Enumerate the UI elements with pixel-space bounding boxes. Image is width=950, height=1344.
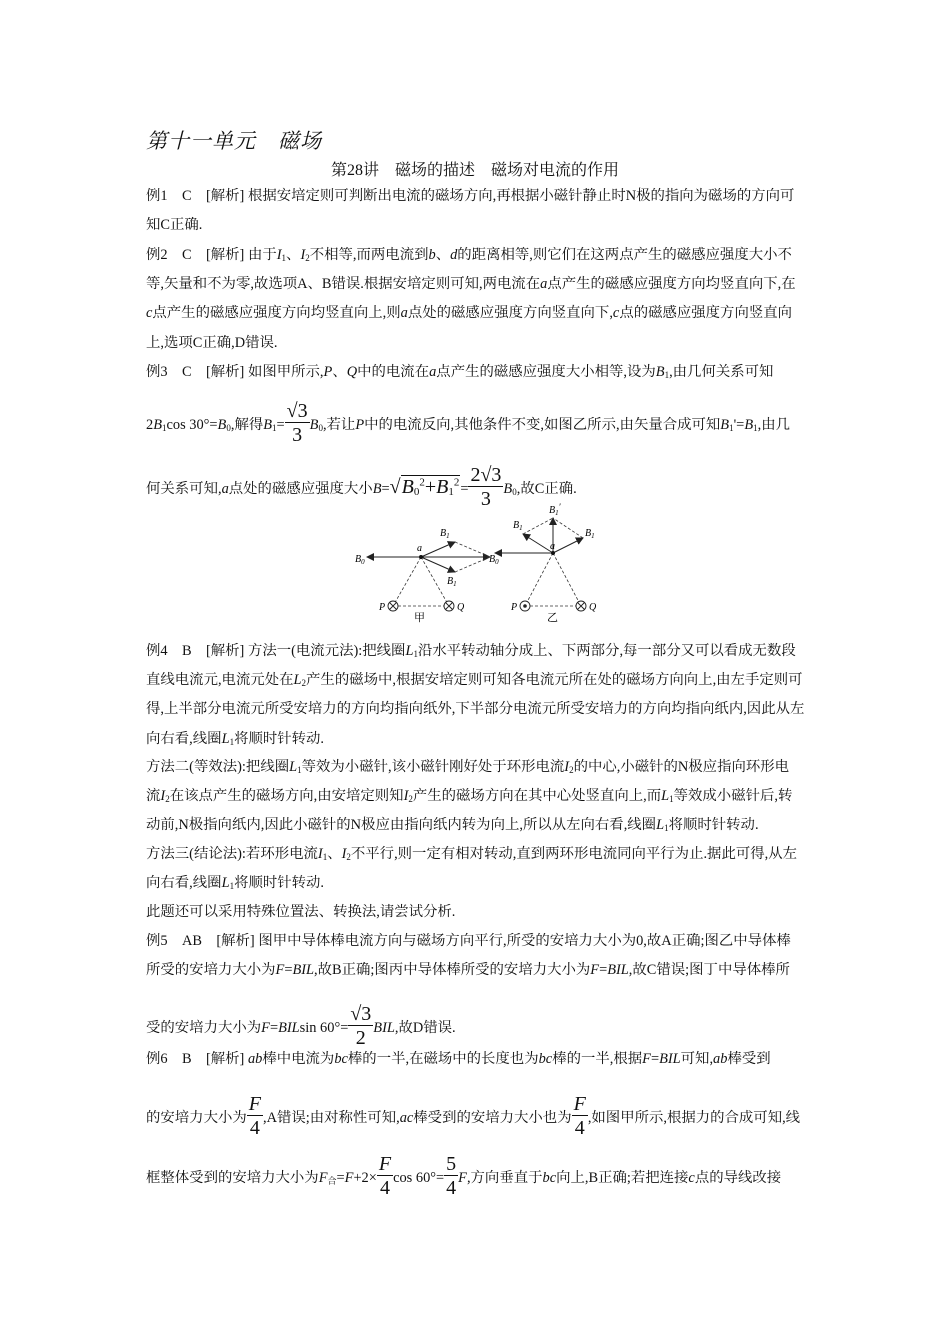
ex4-method3-line2: 向右看,线圈$L_1$将顺时针转动. [146, 875, 325, 891]
ex4-line1: 例4 B [解析] 方法一(电流元法):把线圈$L_1$沿水平转动轴分成上、下两部分,每一部分又可以看成无数段 [146, 643, 796, 659]
ex4-method2-line2: 流$I_2$在该点产生的磁场方向,由安培定则知$I_2$产生的磁场方向在其中心处竖直向上,而$L_1$等效成小磁针后,转 [146, 788, 793, 804]
ex4-tail: 此题还可以采用特殊位置法、转换法,请尝试分析. [146, 904, 456, 920]
label-q-jia: Q [457, 602, 465, 613]
ex6-line2: 的安培力大小为 $\frac{F}{4}$ ,A错误;由对称性可知,ac棒受到的安培力大小也为 $\frac{F}{4}$ ,如图甲所示,根据力的合成可知,线 [146, 1093, 801, 1139]
figure-jia [355, 528, 499, 624]
ex5-line2: 所受的安培力大小为F=BIL,故B正确;图丙中导体棒所受的安培力大小为F=BIL,故C错误;图丁中导体棒所 [146, 962, 790, 978]
ex6-line3: 框整体受到的安培力大小为$F_合=F+2\times$ $\frac{F}{4}$ cos 60°= $\frac{5}{4}$ F,方向垂直于bc向上,B正确;若把连接c点的导线改接 [146, 1153, 782, 1199]
dot-icon [523, 604, 527, 608]
label-b1-upper: $B_1$ [440, 528, 450, 540]
ex1-line2: 知C正确. [146, 217, 203, 233]
label-p-jia: P [379, 602, 386, 613]
label-b0-right: $B_0$ [489, 554, 499, 566]
ex3-line1: 例3 C [解析] 如图甲所示,P、Q中的电流在a点产生的磁感应强度大小相等,设为$B_1$,由几何关系可知 [146, 364, 774, 380]
ex3-fraction-2sqrt3-over-3: $\frac{2√3}{3}$ [470, 464, 502, 510]
ex2-line4: 上,选项C正确,D错误. [146, 335, 278, 351]
label-b1-prime: $B_1'$ [549, 502, 561, 517]
label-a-jia: a [417, 543, 422, 554]
ex3-sqrt-expression: $√B_0^2+B_1^2$ [389, 475, 460, 498]
point-a-jia [419, 555, 423, 559]
label-yi: 乙 [547, 612, 558, 624]
label-p-yi: P [511, 602, 518, 613]
magnetic-field-figure [345, 500, 615, 626]
arrow-b1-left [523, 534, 553, 553]
ex5-line1: 例5 AB [解析] 图甲中导体棒电流方向与磁场方向平行,所受的安培力大小为0,故A正确;图乙中导体棒 [146, 933, 791, 949]
ex2-line2: 等,矢量和不为零,故选项A、B错误.根据安培定则可知,两电流在a点产生的磁感应强度方向均竖直向下,在 [146, 276, 796, 292]
ex4-line3: 得,上半部分电流元所受安培力的方向均指向纸外,下半部分电流元所受安培力的方向均指向纸内,因此从左 [146, 701, 805, 717]
ex4-label: 例4 B [解析] [146, 643, 245, 659]
ex3-line2: $2B_1\cos$ $30^\circ=B_0$,解得$B_1=$ $\frac{√3}{3}$ $B_0$,若让P中的电流反向,其他条件不变,如图乙所示,由矢量合成可知$B_1'=B_1$,由几 [146, 400, 790, 446]
ex2-line1: 例2 C [解析] 由于$I_1$、$I_2$不相等,而两电流到b、d的距离相等,则它们在这两点产生的磁感应强度大小不 [146, 247, 792, 263]
ex4-line2: 直线电流元,电流元处在$L_2$产生的磁场中,根据安培定则可知各电流元所在处的磁场方向向上,由左手定则可 [146, 672, 803, 688]
ex5-line3: 受的安培力大小为F=BILsin 60°= $\frac{√3}{2}$ BIL,故D错误. [146, 1003, 456, 1049]
arrow-b1-lower [421, 557, 455, 572]
arrow-b1-right [553, 538, 583, 553]
ex6-line1: 例6 B [解析] ab棒中电流为bc棒的一半,在磁场中的长度也为bc棒的一半,根据F=BIL可知,ab棒受到 [146, 1051, 771, 1067]
ex4-method2-line1: 方法二(等效法):把线圈$L_1$等效为小磁针,该小磁针刚好处于环形电流$I_2$的中心,小磁针的N极应指向环形电 [146, 759, 790, 775]
label-q-yi: Q [589, 602, 597, 613]
label-b1-right-yi: $B_1$ [585, 528, 595, 540]
label-b1-left-yi: $B_1$ [513, 520, 523, 532]
ex3-line3: 何关系可知,a点处的磁感应强度大小$B=√B_0^2+B_1^2=$ $\frac{2√3}{3}$ $B_0$,故C正确. [146, 464, 577, 510]
ex6-fraction-f-over-4: $\frac{F}{4}$ [248, 1093, 261, 1139]
ex6-fraction-f-over-4-b: $\frac{F}{4}$ [573, 1093, 586, 1139]
ex6-label: 例6 B [解析] [146, 1051, 245, 1067]
lesson-title: 第28讲 磁场的描述 磁场对电流的作用 [330, 162, 619, 179]
ex2-label: 例2 C [解析] [146, 247, 245, 263]
label-jia: 甲 [414, 612, 425, 624]
arrow-b1-upper [421, 542, 455, 557]
ex5-label: 例5 AB [解析] [146, 933, 255, 949]
ex4-line4: 向右看,线圈$L_1$将顺时针转动. [146, 731, 325, 747]
ex1-label: 例1 C [解析] [146, 188, 245, 204]
ex5-fraction-sqrt3-over-2: $\frac{√3}{2}$ [350, 1003, 372, 1049]
ex3-fraction-sqrt3-over-3: $\frac{√3}{3}$ [286, 400, 308, 446]
unit-title: 第十一单元 磁场 [146, 129, 322, 153]
figure-svg [345, 500, 615, 626]
ex3-label: 例3 C [解析] [146, 364, 245, 380]
label-b0-left: $B_0$ [355, 554, 365, 566]
ex2-line3: c点产生的磁感应强度方向均竖直向上,则a点处的磁感应强度方向竖直向下,c点的磁感应强度方向竖直向 [146, 305, 793, 321]
label-a-yi: a [550, 541, 555, 552]
ex6-fraction-f-over-4-c: $\frac{F}{4}$ [378, 1153, 392, 1199]
label-b1-lower: $B_1$ [447, 576, 457, 588]
ex6-fraction-5-over-4: $\frac{5}{4}$ [446, 1153, 457, 1199]
figure-yi [495, 502, 597, 624]
ex4-method2-line3: 动前,N极指向纸内,因此小磁针的N极应由指向纸内转为向上,所以从左向右看,线圈$L_1$将顺时针转动. [146, 817, 759, 833]
ex4-method3-line1: 方法三(结论法):若环形电流$I_1$、$I_2$不平行,则一定有相对转动,直到两环形电流同向平行为止.据此可得,从左 [146, 846, 798, 862]
ex1-line1: 例1 C [解析] 根据安培定则可判断出电流的磁场方向,再根据小磁针静止时N极的指向为磁场的方向可 [146, 188, 795, 204]
